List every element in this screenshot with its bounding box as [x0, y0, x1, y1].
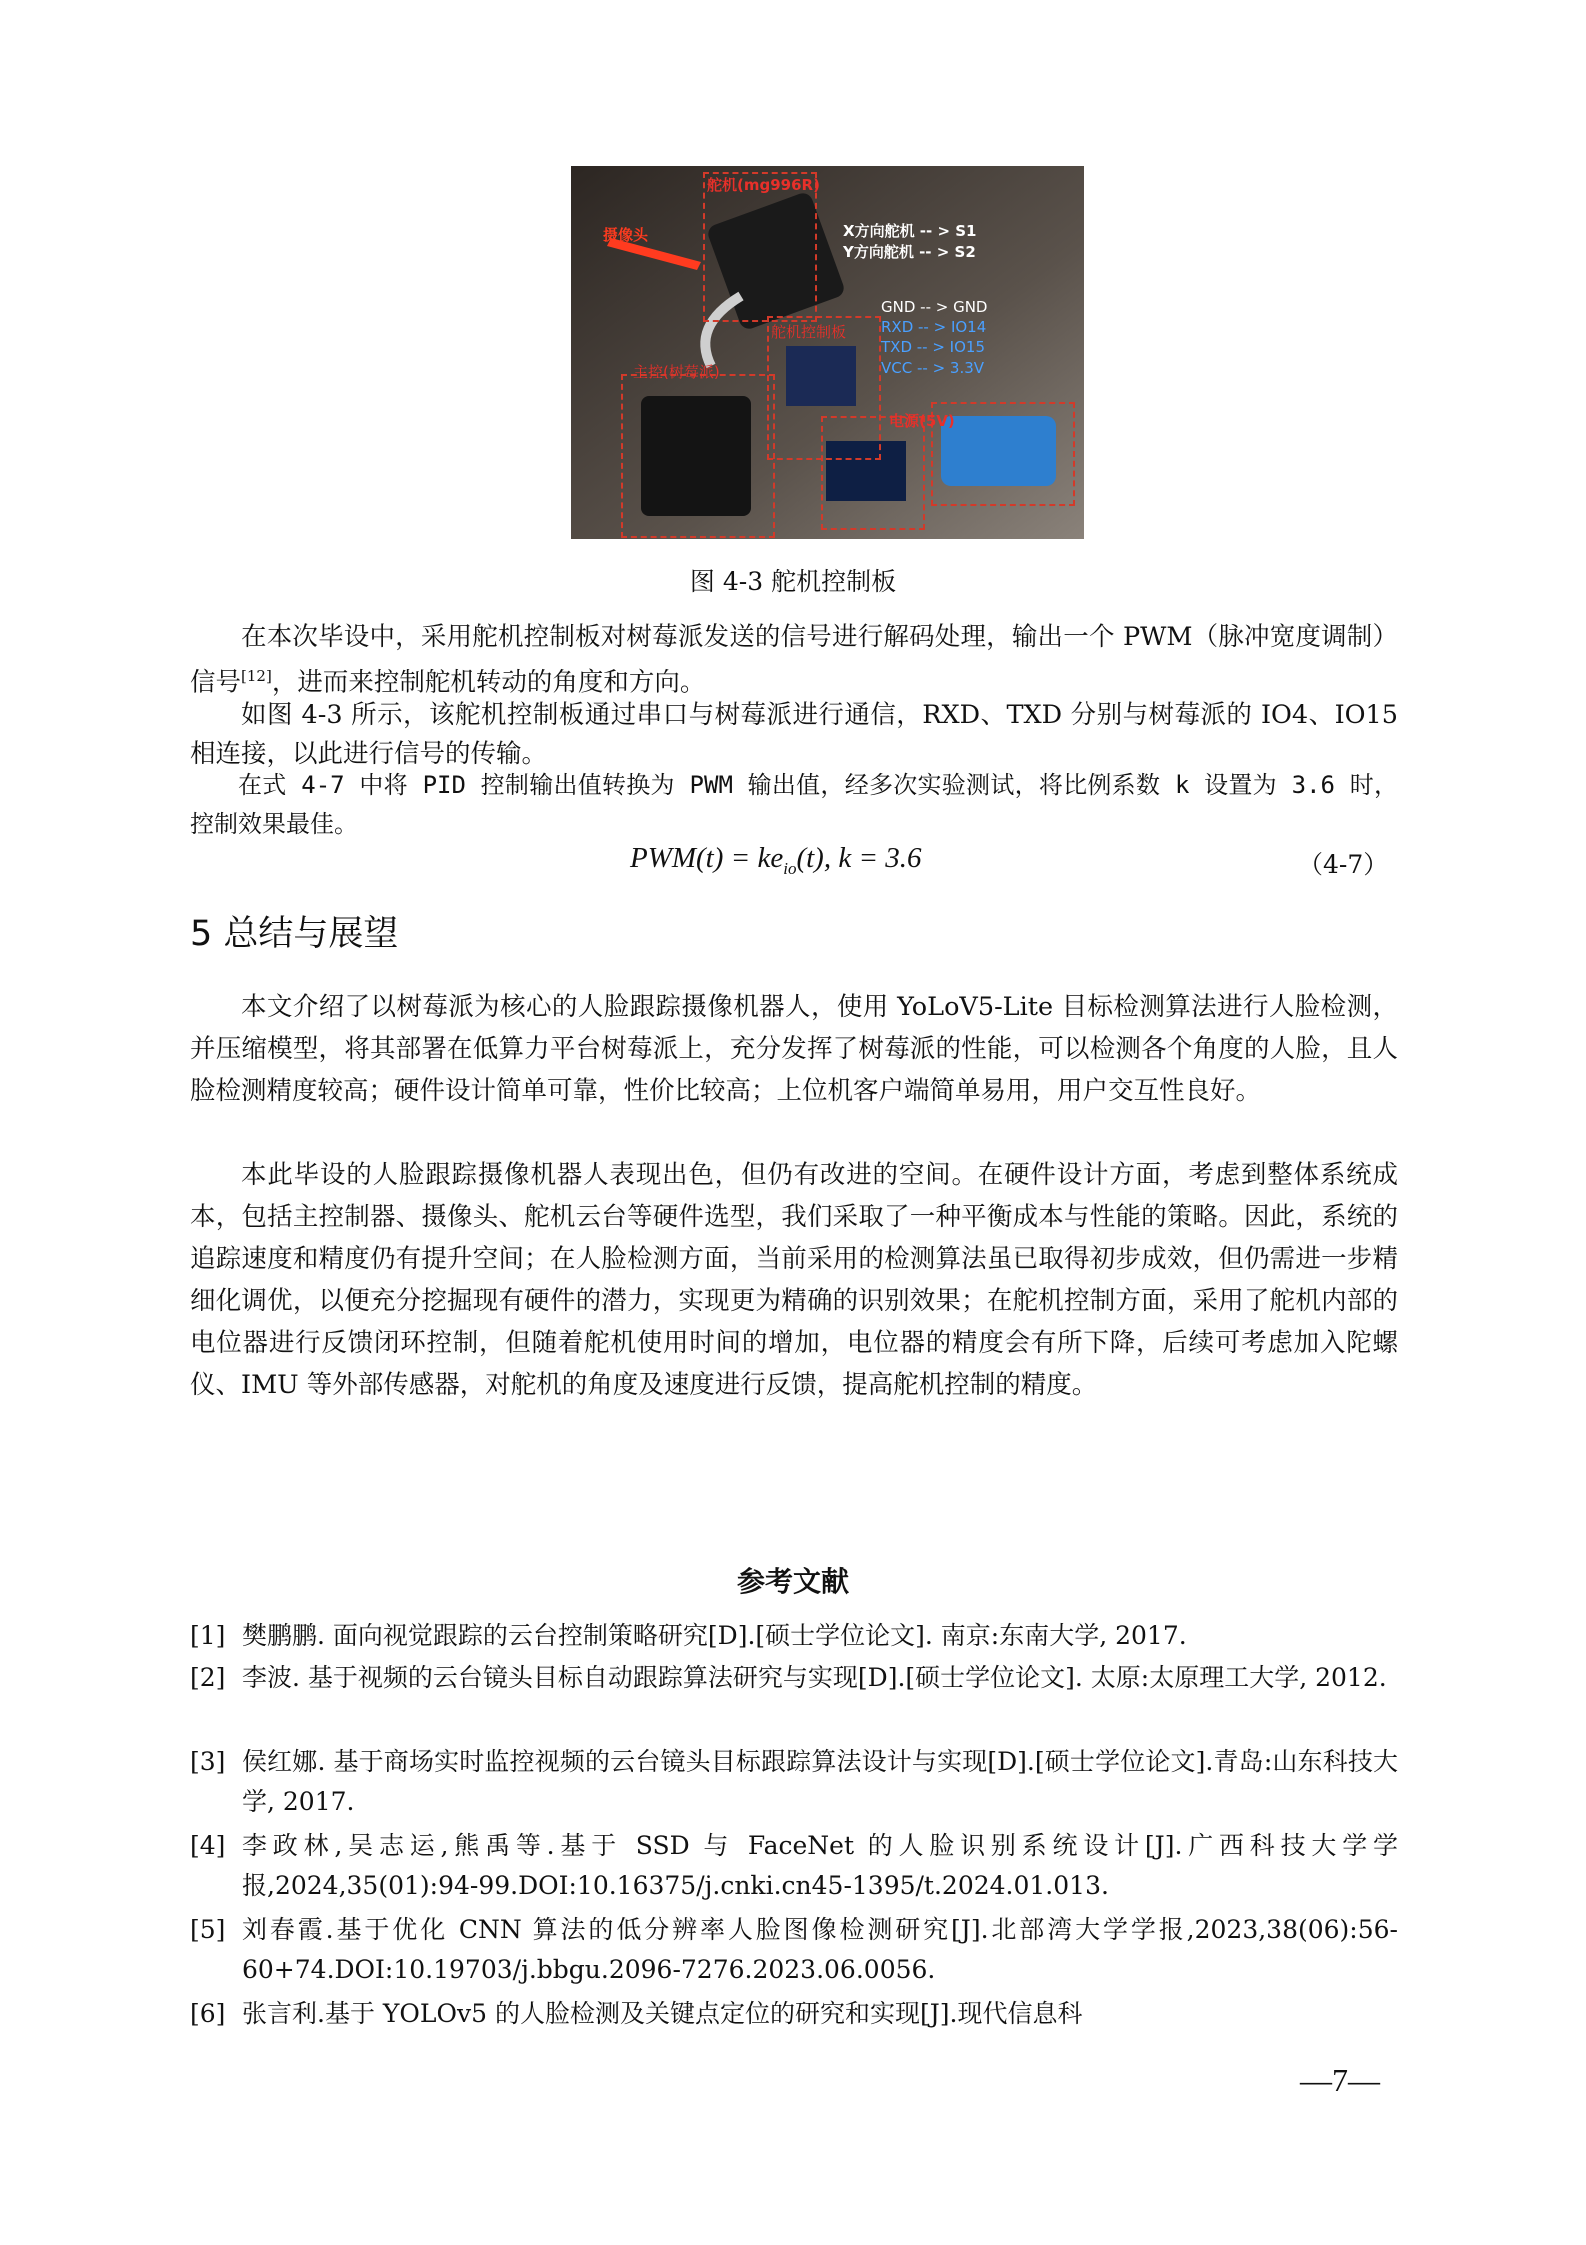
page-number: —7—: [1300, 2062, 1380, 2098]
reference-text: 李波. 基于视频的云台镜头目标自动跟踪算法研究与实现[D].[硕士学位论文]. 太原:太原理工大学, 2012.: [242, 1663, 1387, 1692]
reference-number: [1]: [190, 1621, 226, 1650]
label-main-controller: 主控(树莓派): [633, 363, 720, 381]
equation-subscript: io: [783, 858, 797, 878]
paragraph-servo-decode: [190, 618, 1398, 703]
paragraph-pid-pwm: 在式 4-7 中将 PID 控制输出值转换为 PWM 输出值，经多次实验测试，将比例系数 k 设置为 3.6 时，控制效果最佳。: [190, 771, 1398, 838]
paragraph-outlook: 本此毕设的人脸跟踪摄像机器人表现出色，但仍有改进的空间。在硬件设计方面，考虑到整体系统成本，包括主控制器、摄像头、舵机云台等硬件选型，我们采取了一种平衡成本与性能的策略。因此，系统的追踪速度和精度仍有提升空间；在人脸检测方面，当前采用的检测算法虽已取得初步成效，但仍需进一步精细化调优，以便充分挖掘现有硬件的潜力，实现更为精确的识别效果；在舵机控制方面，采用了舵机内部的电位器进行反馈闭环控制，但随着舵机使用时间的增加，电位器的精度会有所下降，后续可考虑加入陀螺仪、IMU 等外部传感器，对舵机的角度及速度进行反馈，提高舵机控制的精度。: [190, 1160, 1398, 1400]
section-title: 5 总结与展望: [190, 914, 399, 954]
label-y-servo: Y方向舵机 -- > S2: [843, 243, 976, 261]
reference-text: 侯红娜. 基于商场实时监控视频的云台镜头目标跟踪算法设计与实现[D].[硕士学位论文].青岛:山东科技大学, 2017.: [242, 1747, 1398, 1816]
equation-lhs: PWM(t) = ke: [630, 842, 784, 874]
label-board: 舵机控制板: [771, 323, 847, 341]
paragraph-text: 在本次毕设中，采用舵机控制板对树莓派发送的信号进行解码处理，输出一个 PWM（脉冲宽度调制）信号: [190, 622, 1398, 698]
reference-number: [3]: [190, 1747, 226, 1776]
reference-number: [5]: [190, 1915, 226, 1944]
power-board-highlight-box: [821, 416, 925, 530]
equation-rhs: (t), k = 3.6: [796, 842, 922, 874]
label-txd: TXD -- > IO15: [881, 338, 986, 356]
main-controller-highlight-box: [621, 374, 775, 538]
reference-text: 李政林,吴志运,熊禹等.基于 SSD 与 FaceNet 的人脸识别系统设计[J].广西科技大学学报,2024,35(01):94-99.DOI:10.16375/j.cnki.cn45-1395/t.2024.01.013.: [242, 1831, 1398, 1900]
figure-photo: [571, 166, 1084, 539]
reference-item: [190, 1910, 1398, 1990]
references-title: 参考文献: [736, 1565, 849, 1598]
label-vcc: VCC -- > 3.3V: [881, 359, 985, 377]
label-rxd: RXD -- > IO14: [881, 318, 987, 336]
citation: [12]: [241, 667, 272, 685]
reference-text: 刘春霞.基于优化 CNN 算法的低分辨率人脸图像检测研究[J].北部湾大学学报,2023,38(06):56-60+74.DOI:10.19703/j.bbgu.2096-7276.2023.06.0056.: [242, 1915, 1398, 1984]
label-x-servo: X方向舵机 -- > S1: [843, 222, 977, 240]
reference-item: [190, 1658, 1398, 1698]
reference-item: [190, 1826, 1398, 1906]
reference-number: [6]: [190, 1999, 226, 2028]
label-power: 电源(5V): [889, 412, 955, 430]
reference-text: 张言利.基于 YOLOv5 的人脸检测及关键点定位的研究和实现[J].现代信息科: [242, 1999, 1083, 2028]
label-servo: 舵机(mg996R): [707, 176, 820, 194]
label-camera: 摄像头: [603, 226, 649, 244]
paragraph-summary: 本文介绍了以树莓派为核心的人脸跟踪摄像机器人，使用 YoLoV5-Lite 目标检测算法进行人脸检测，并压缩模型，将其部署在低算力平台树莓派上，充分发挥了树莓派的性能，可以检测各个角度的人脸，且人脸检测精度较高；硬件设计简单可靠，性价比较高；上位机客户端简单易用，用户交互性良好。: [190, 992, 1398, 1106]
paragraph-text-tail: ，进而来控制舵机转动的角度和方向。: [271, 667, 706, 698]
reference-number: [4]: [190, 1831, 226, 1860]
figure-caption: 图 4-3 舵机控制板: [689, 567, 897, 596]
reference-text: 樊鹏鹏. 面向视觉跟踪的云台控制策略研究[D].[硕士学位论文]. 南京:东南大学, 2017.: [242, 1621, 1187, 1650]
reference-item: [190, 1994, 1398, 2034]
reference-item: [190, 1742, 1398, 1822]
equation-number: （4-7）: [1298, 850, 1389, 879]
reference-number: [2]: [190, 1663, 226, 1692]
paragraph-serial-connection: 如图 4-3 所示，该舵机控制板通过串口与树莓派进行通信，RXD、TXD 分别与树莓派的 IO4、IO15 相连接，以此进行信号的传输。: [190, 700, 1398, 769]
reference-item: [190, 1616, 1398, 1656]
label-gnd: GND -- > GND: [881, 298, 988, 316]
equation-4-7: [630, 842, 922, 879]
